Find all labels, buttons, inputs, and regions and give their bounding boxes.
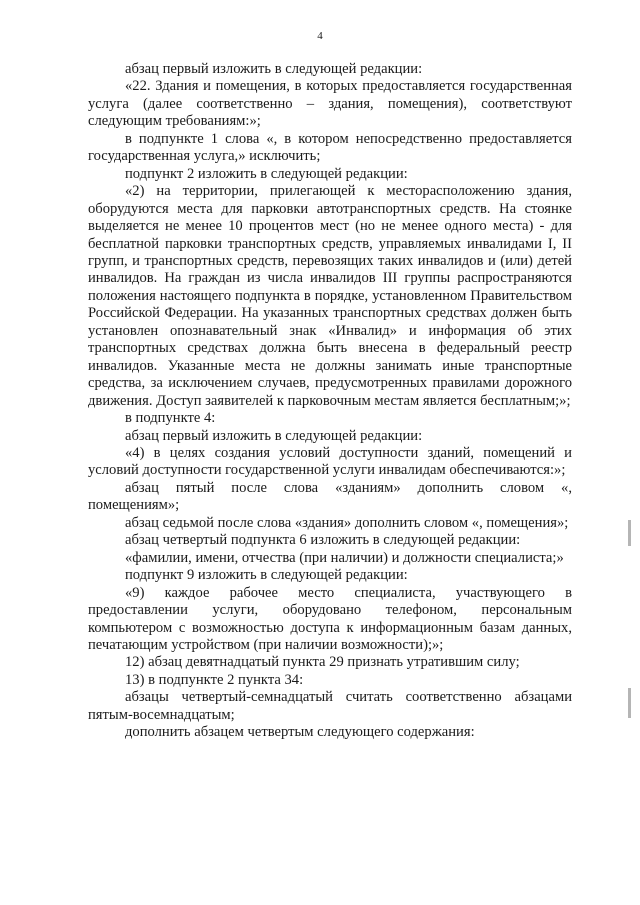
paragraph-9: абзац пятый после слова «зданиям» дополнить словом «, помещениям»; [88, 479, 572, 514]
paragraph-13: подпункт 9 изложить в следующей редакции: [125, 567, 408, 584]
margin-scan-mark-upper [628, 520, 631, 546]
paragraph-8: «4) в целях создания условий доступности зданий, помещений и условий доступности государственной услуги инвалидам обеспечиваются:»; [88, 444, 572, 479]
paragraph-2: «22. Здания и помещения, в которых предоставляется государственная услуга (далее соответственно – здания, помещения), соответствуют следующим требованиям:»; [88, 78, 572, 130]
paragraph-4: подпункт 2 изложить в следующей редакции: [125, 165, 408, 182]
paragraph-3: в подпункте 1 слова «, в котором непосредственно предоставляется государственная услуга,» исключить; [88, 130, 572, 165]
paragraph-1: абзац первый изложить в следующей редакции: [125, 61, 423, 77]
paragraph-17: абзацы четвертый-семнадцатый считать соответственно абзацами пятым-восемнадцатым; [88, 689, 572, 723]
margin-scan-mark-lower [628, 688, 631, 718]
paragraph-7: абзац первый изложить в следующей редакции: [125, 427, 423, 444]
paragraph-11: абзац четвертый подпункта 6 изложить в следующей редакции: [125, 532, 521, 549]
paragraph-18: дополнить абзацем четвертым следующего содержания: [125, 724, 475, 741]
paragraph-16: 13) в подпункте 2 пункта 34: [125, 671, 304, 688]
paragraph-12: «фамилии, имени, отчества (при наличии) и должности специалиста;» [125, 549, 564, 566]
paragraph-15: 12) абзац девятнадцатый пункта 29 признать утратившим силу; [125, 654, 520, 671]
paragraph-6: в подпункте 4: [125, 410, 216, 427]
document-body [88, 61, 572, 742]
paragraph-5: «2) на территории, прилегающей к месторасположению здания, оборудуются места для парковки автотранспортных средств. На стоянке выделяется не менее 10 процентов мест (но не менее одного места) - для бесплатной парковки транспортных средств, управляемых инвалидами I, II групп, и транспортных средств, перевозящих таких инвалидов и (или) детей инвалидов. На граждан из числа инвалидов III группы распространяются положения настоящего подпункта в порядке, установленном Правительством Российской Федерации. На указанных транспортных средствах должен быть установлен опознавательный знак «Инвалид» и информация об этих транспортных средствах должна быть внесена в федеральный реестр инвалидов. Указанные места не должны занимать иные транспортные средства, за исключением случаев, предусмотренных правилами дорожного движения. Доступ заявителей к парковочным местам является бесплатным;»; [88, 183, 572, 409]
paragraph-14: «9) каждое рабочее место специалиста, участвующего в предоставлении услуги, оборудовано телефоном, персональным компьютером с возможностью доступа к информационным базам данных, печатающим устройством (при наличии возможности);»; [88, 584, 572, 653]
paragraph-10: абзац седьмой после слова «здания» дополнить словом «, помещения»; [125, 514, 569, 531]
page-number: 4 [317, 30, 323, 42]
